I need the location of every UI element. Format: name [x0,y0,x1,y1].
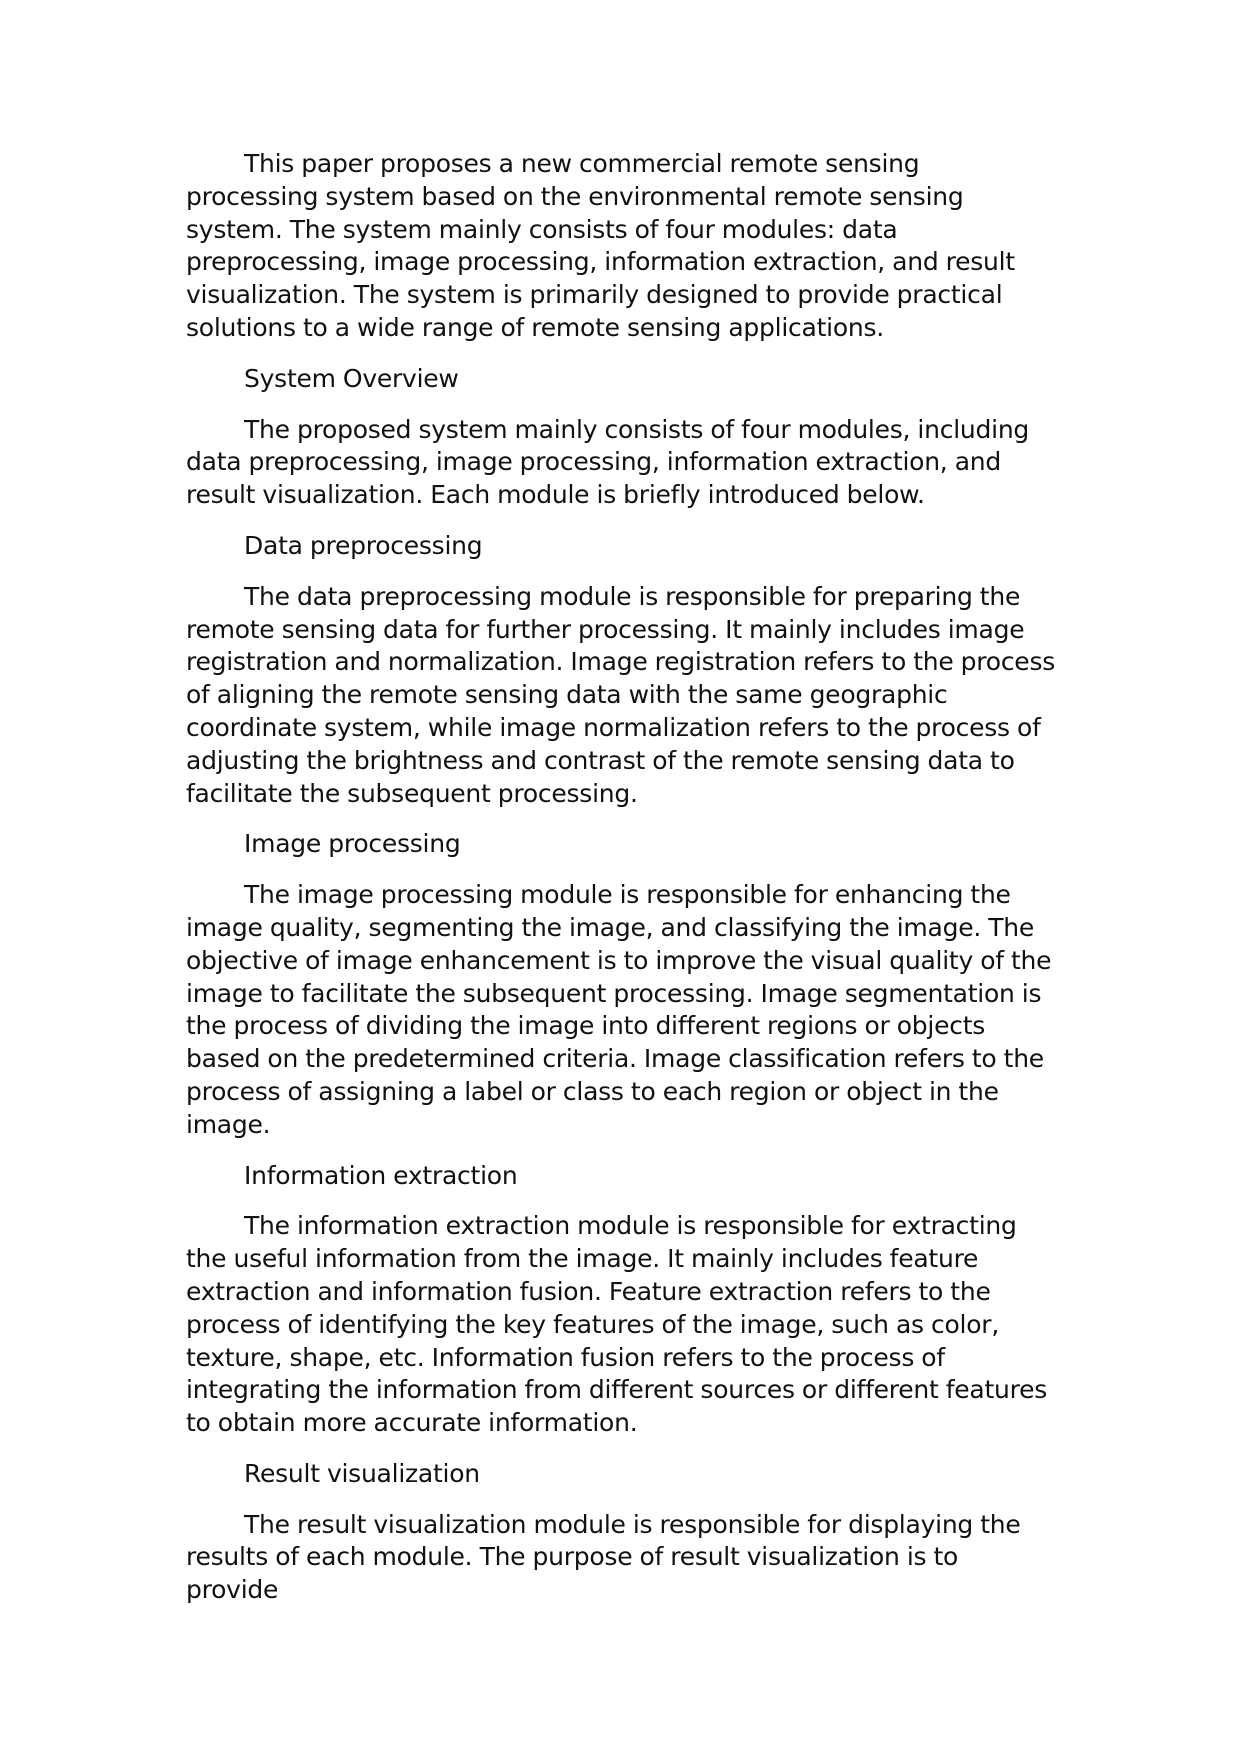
section-heading-data-preprocessing: Data preprocessing [244,530,483,560]
section-heading-information-extraction: Information extraction [244,1160,518,1190]
system-overview-paragraph: The proposed system mainly consists of four modules, including data preprocessing, image processing, information extraction, and result visualization. Each module is briefly introduced below. [186,414,1030,510]
image-processing-paragraph: The image processing module is responsible for enhancing the image quality, segmenting the image, and classifying the image. The objective of image enhancement is to improve the visual quality of the image to facilitate the subsequent processing. Image segmentation is the process of dividing the image into different regions or objects based on the predetermined criteria. Image classification refers to the process of assigning a label or class to each region or object in the image. [186,880,1052,1139]
section-heading-result-visualization: Result visualization [244,1458,480,1488]
result-visualization-paragraph: The result visualization module is responsible for displaying the results of each module. The purpose of result visualization is to provide [186,1509,1021,1605]
document-body [186,148,1056,1625]
section-heading-system-overview: System Overview [244,363,459,393]
information-extraction-paragraph: The information extraction module is responsible for extracting the useful information from the image. It mainly includes feature extraction and information fusion. Feature extraction refers to the process of identifying the key features of the image, such as color, texture, shape, etc. Information fusion refers to the process of integrating the information from different sources or different features to obtain more accurate information. [186,1211,1047,1438]
data-preprocessing-paragraph: The data preprocessing module is responsible for preparing the remote sensing data for further processing. It mainly includes image registration and normalization. Image registration refers to the process of aligning the remote sensing data with the same geographic coordinate system, while image normalization refers to the process of adjusting the brightness and contrast of the remote sensing data to facilitate the subsequent processing. [186,581,1055,808]
section-heading-image-processing: Image processing [244,829,461,859]
intro-paragraph: This paper proposes a new commercial remote sensing processing system based on the environmental remote sensing system. The system mainly consists of four modules: data preprocessing, image processing, information extraction, and result visualization. The system is primarily designed to provide practical solutions to a wide range of remote sensing applications. [186,149,1015,342]
